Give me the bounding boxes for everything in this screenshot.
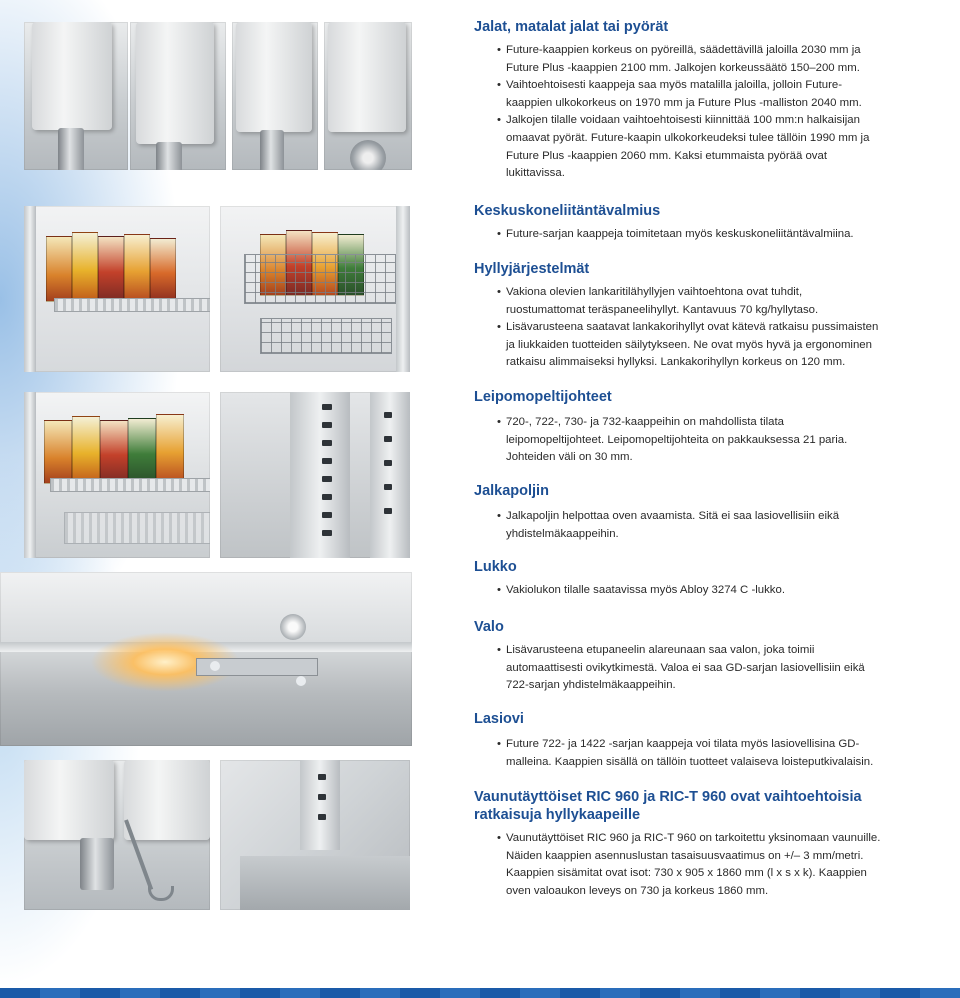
section-light bbox=[474, 618, 884, 695]
photo-wheel bbox=[324, 22, 412, 170]
list-item: • Lisävarusteena etupaneelin alareunaan saa valon, joka toimii automaattisesti ovikytkimestä. Valoa ei saa GD-sarjan lasiovellisiin eikä 722-sarjan yhdistelmäkaappeihin. bbox=[506, 642, 884, 695]
photo-shelf-products bbox=[24, 392, 210, 558]
list-item: • Future-sarjan kaappeja toimitetaan myös keskuskoneliitäntävalmiina. bbox=[506, 226, 884, 244]
section-foot-pedal bbox=[474, 482, 884, 543]
section-heading: Jalkapoljin bbox=[474, 483, 549, 499]
section-central-unit bbox=[474, 202, 884, 244]
section-glass-door bbox=[474, 710, 884, 771]
list-item: • Vakiona olevien lankaritilähyllyjen vaihtoehtona ovat tuhdit, ruostumattomat teräspaneelihyllyt. Kantavuus 70 kg/hyllytaso. bbox=[506, 284, 884, 319]
photo-tray-runners bbox=[220, 392, 410, 558]
footer-bar bbox=[0, 988, 960, 998]
photo-adjustable-leg bbox=[24, 22, 128, 170]
list-item: • Vaunutäyttöiset RIC 960 ja RIC-T 960 on tarkoitettu yksinomaan vaunuille. Näiden kaappien asennuslustan tasaisuusvaatimus on +/– 3 mm/metri. Kaappien sisämitat ovat isot: 730 x 905 x 1860 mm (l x s x k). Kaappien oven valoaukon leveys on 730 ja korkeus 1860 mm. bbox=[506, 830, 884, 900]
photo-low-leg bbox=[130, 22, 226, 170]
section-ric bbox=[474, 788, 884, 900]
list-item: • Lisävarusteena saatavat lankakorihyllyt ovat kätevä ratkaisu pussimaisten ja liukkaiden tuotteiden säilytykseen. Ne ovat myös hyvä ja ergonominen ratkaisu alimmaiseksi hyllyksi. Lankakorihyllyn korkeus on 120 mm. bbox=[506, 319, 884, 372]
section-heading: Keskuskoneliitäntävalmius bbox=[474, 203, 661, 219]
photo-foot-pedal bbox=[24, 760, 210, 910]
section-lock bbox=[474, 558, 884, 600]
section-shelving bbox=[474, 260, 884, 372]
section-heading: Lasiovi bbox=[474, 711, 524, 727]
list-item: • Vaihtoehtoisesti kaappeja saa myös matalilla jaloilla, jolloin Future-kaappien ulkokorkeus on 1970 mm ja Future Plus -malliston 2040 mm. bbox=[506, 77, 884, 112]
photo-steel-shelf bbox=[24, 206, 210, 372]
section-heading: Hyllyjärjestelmät bbox=[474, 261, 590, 277]
photo-leg-side bbox=[232, 22, 318, 170]
list-item: • Future-kaappien korkeus on pyöreillä, säädettävillä jaloilla 2030 mm ja Future Plus -kaappien 2100 mm. Jalkojen korkeussäätö 150–200 mm. bbox=[506, 42, 884, 77]
photo-wire-basket bbox=[220, 206, 410, 372]
list-item: • Vakiolukon tilalle saatavissa myös Abloy 3274 C -lukko. bbox=[506, 582, 884, 600]
section-heading: Valo bbox=[474, 619, 504, 635]
section-heading: Leipomopeltijohteet bbox=[474, 389, 612, 405]
section-heading: Vaunutäyttöiset RIC 960 ja RIC-T 960 ovat vaihtoehtoisia ratkaisuja hyllykaapeille bbox=[474, 789, 862, 823]
section-legs bbox=[474, 18, 884, 183]
section-heading: Lukko bbox=[474, 559, 517, 575]
photo-glass-door bbox=[220, 760, 410, 910]
list-item: • 720-, 722-, 730- ja 732-kaappeihin on mahdollista tilata leipomopeltijohteet. Leipomopeltijohteita on pakkauksessa 21 paria. Johteiden väli on 30 mm. bbox=[506, 414, 884, 467]
section-heading: Jalat, matalat jalat tai pyörät bbox=[474, 19, 669, 35]
section-bakery-runners bbox=[474, 388, 884, 467]
list-item: • Jalkapoljin helpottaa oven avaamista. Sitä ei saa lasiovellisiin eikä yhdistelmäkaappeihin. bbox=[506, 508, 884, 543]
list-item: • Jalkojen tilalle voidaan vaihtoehtoisesti kiinnittää 100 mm:n halkaisijan omaavat pyörät. Future-kaapin ulkokorkeudeksi tulee tällöin 1990 mm ja Future Plus -kaappien 2060 mm. Kaksi etummaista pyörää ovat lukittavissa. bbox=[506, 112, 884, 182]
list-item: • Future 722- ja 1422 -sarjan kaappeja voi tilata myös lasiovellisina GD-malleina. Kaappien sisällä on tällöin tuotteet valaiseva loisteputkivalaisin. bbox=[506, 736, 884, 771]
photo-lock-light bbox=[0, 572, 412, 746]
